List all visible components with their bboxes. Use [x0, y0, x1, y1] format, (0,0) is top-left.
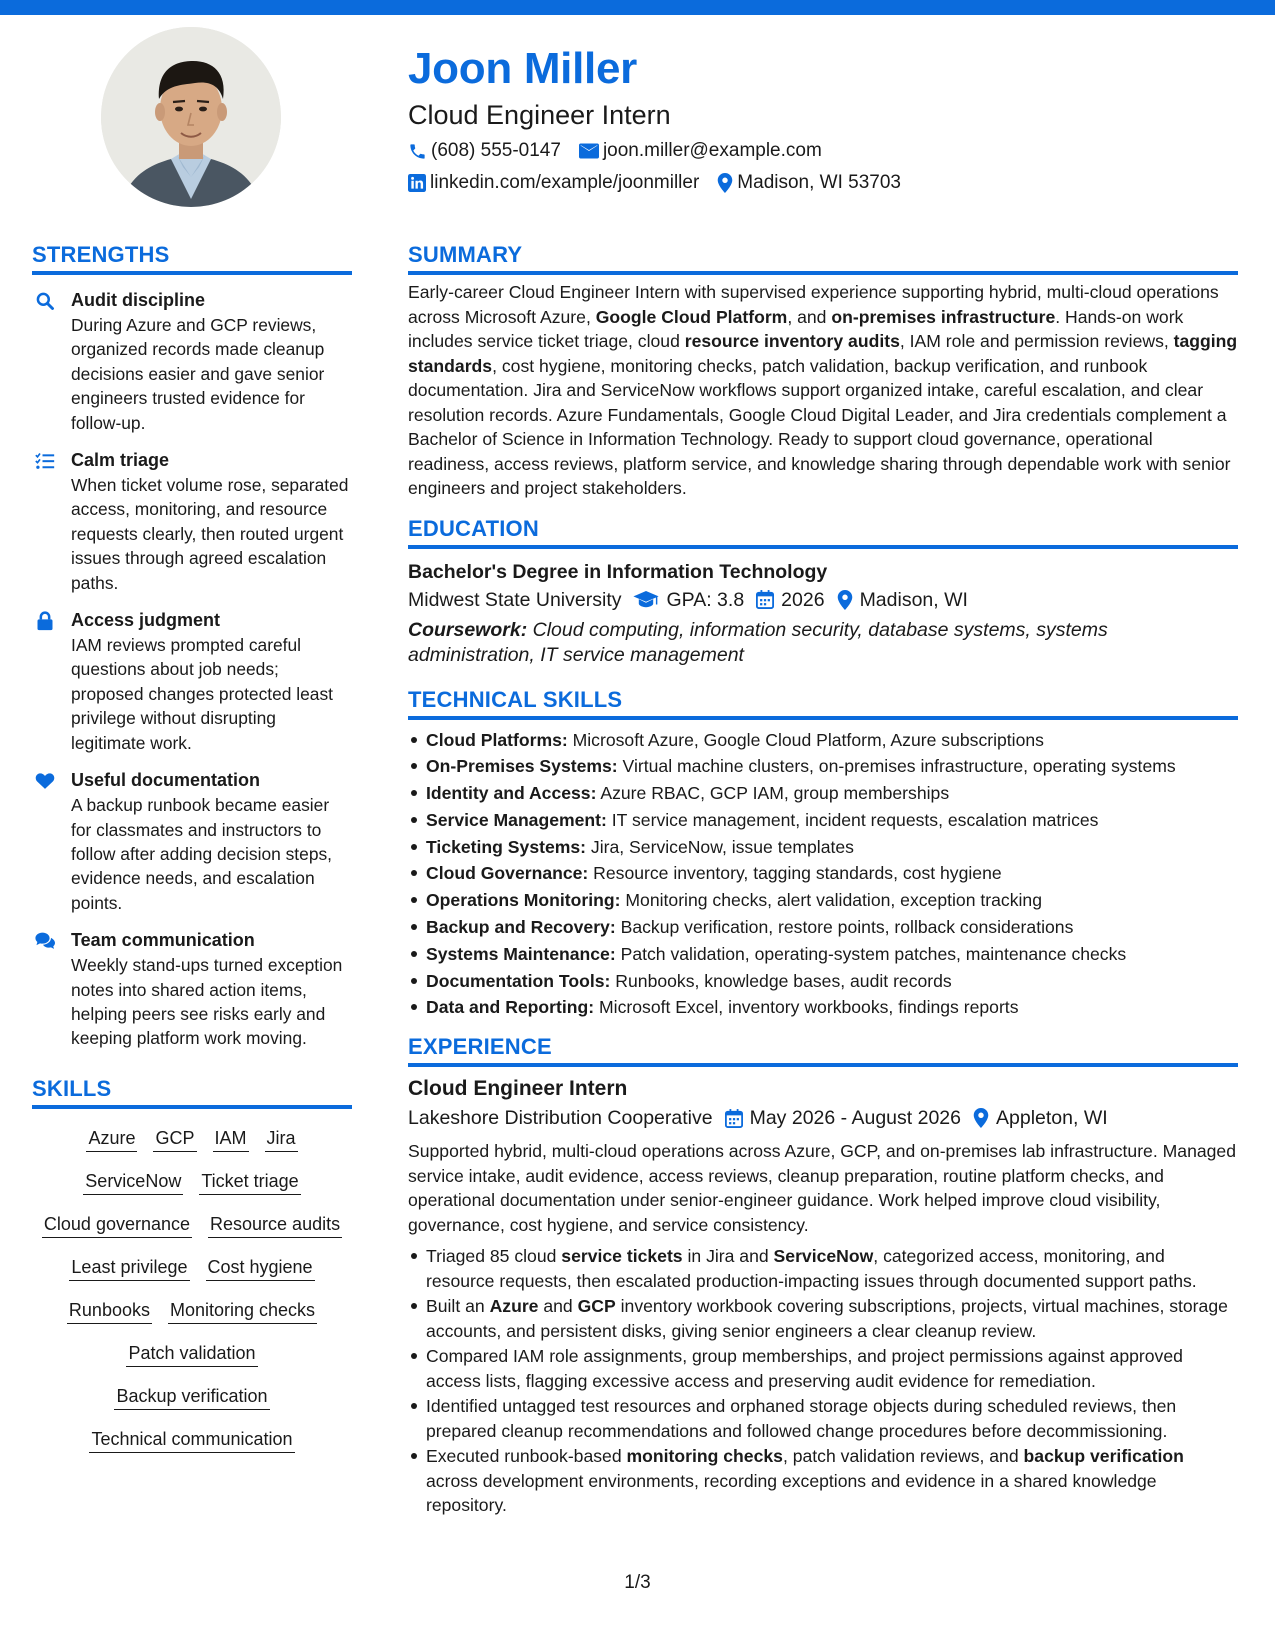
text-run: Azure RBAC, GCP IAM, group memberships — [596, 783, 950, 804]
right-column — [408, 241, 1238, 1518]
skill-tag: Cloud governance — [42, 1211, 192, 1238]
skill-tag: Ticket triage — [199, 1168, 300, 1195]
skill-tag-row — [32, 1125, 352, 1152]
technical-skill-item — [408, 727, 1238, 754]
skill-tag: Patch validation — [126, 1340, 257, 1367]
location-text: Madison, WI 53703 — [737, 172, 901, 193]
skill-tag: GCP — [153, 1125, 196, 1152]
skill-tag: Backup verification — [114, 1383, 269, 1410]
text-run: IT service management, incident requests, escalation matrices — [606, 809, 1099, 830]
text-run: , categorized access, monitoring, and resource requests, then escalated production-impacting issues through documented support paths. — [426, 1246, 1197, 1291]
bold-text: service tickets — [561, 1246, 683, 1267]
text-run: Early-career Cloud Engineer Intern with supervised experience supporting hybrid, multi-cloud operations across Microsoft Azure, — [408, 282, 1219, 327]
checklist-icon — [35, 451, 55, 471]
technical-skill-item — [408, 807, 1238, 834]
candidate-role: Cloud Engineer Intern — [408, 100, 671, 130]
map-pin-icon — [837, 590, 853, 610]
text-run: Virtual machine clusters, on-premises infrastructure, operating systems — [617, 756, 1176, 777]
technical-skills-title: TECHNICAL SKILLS — [408, 686, 1238, 720]
heart-icon — [35, 771, 55, 791]
text-run: Executed runbook-based — [426, 1446, 627, 1467]
linkedin-icon — [408, 174, 426, 192]
technical-skill-item — [408, 780, 1238, 807]
resume-header — [408, 42, 1238, 198]
year-text: 2026 — [781, 588, 825, 611]
bold-text: Data and Reporting: — [426, 997, 595, 1018]
bold-text: Cloud Platforms: — [426, 729, 568, 750]
bold-text: Cloud Governance: — [426, 863, 589, 884]
skill-tag-row — [32, 1383, 352, 1410]
skill-tag: Cost hygiene — [206, 1254, 315, 1281]
strength-item — [32, 448, 352, 595]
skill-tag-row — [32, 1168, 352, 1195]
text-run: Microsoft Azure, Google Cloud Platform, Azure subscriptions — [567, 729, 1044, 750]
experience-section — [408, 1033, 1238, 1518]
text-run: , IAM role and permission reviews, — [899, 331, 1174, 351]
candidate-name: Joon Miller — [408, 44, 637, 93]
summary-title: SUMMARY — [408, 241, 1238, 275]
skill-tag-row — [32, 1211, 352, 1238]
bold-text: backup verification — [1023, 1446, 1184, 1467]
strength-title: Access judgment — [71, 610, 221, 631]
map-pin-icon — [717, 173, 733, 193]
education-location-text: Madison, WI — [859, 588, 968, 611]
text-run: , cost hygiene, monitoring checks, patch validation, backup verification, and runbook documentation. Jira and ServiceNow workflows support organized intake, careful escalation, and clear resolution records. Azure Fundamentals, Google Cloud Digital Leader, and Jira credentials complement a Bachelor of Science in Information Technology. Ready to support cloud governance, operational readiness, access reviews, platform service, and knowledge sharing through dependable work with senior engineers and project stakeholders. — [408, 355, 1231, 498]
skill-tag: Runbooks — [67, 1297, 152, 1324]
bold-text: Identity and Access: — [426, 783, 597, 804]
strength-title: Team communication — [71, 930, 255, 951]
top-accent-bar — [0, 0, 1275, 15]
calendar-icon — [756, 590, 774, 609]
left-column — [32, 241, 352, 1453]
text-run: Identified untagged test resources and orphaned storage objects during scheduled reviews, then prepared cleanup recommendations and followed change procedures before decommissioning. — [426, 1396, 1177, 1441]
strength-item — [32, 768, 352, 915]
technical-skill-item — [408, 994, 1238, 1021]
experience-bullet — [408, 1394, 1238, 1443]
skill-tag: Jira — [265, 1125, 298, 1152]
experience-title: EXPERIENCE — [408, 1033, 1238, 1067]
skill-tag: ServiceNow — [83, 1168, 183, 1195]
technical-skill-item — [408, 914, 1238, 941]
bold-text: tagging standards — [408, 331, 1238, 376]
strength-text: During Azure and GCP reviews, organized records made cleanup decisions easier and gave senior engineers trusted evidence for follow-up. — [71, 315, 325, 433]
experience-bullet — [408, 1344, 1238, 1393]
text-run: Runbooks, knowledge bases, audit records — [610, 970, 952, 991]
strength-title: Calm triage — [71, 450, 170, 471]
email-text[interactable]: joon.miller@example.com — [602, 140, 822, 161]
strength-text: IAM reviews prompted careful questions about job needs; proposed changes protected least privilege without disrupting legitimate work. — [71, 635, 334, 753]
coursework — [408, 618, 1238, 668]
profile-portrait-icon — [101, 27, 281, 207]
technical-skills-list — [408, 727, 1238, 1022]
text-run: Patch validation, operating-system patches, maintenance checks — [615, 943, 1127, 964]
profile-photo — [101, 27, 281, 207]
skills-title: SKILLS — [32, 1075, 352, 1109]
text-run: inventory workbook covering subscriptions, projects, virtual machines, storage accounts, and persistent disks, giving senior engineers a clear cleanup review. — [426, 1296, 1228, 1341]
bold-text: resource inventory audits — [684, 331, 900, 351]
bold-text: monitoring checks — [626, 1446, 783, 1467]
text-run: Jira, ServiceNow, issue templates — [586, 836, 854, 857]
map-pin-icon — [973, 1108, 989, 1128]
envelope-icon — [579, 143, 599, 159]
text-run: Resource inventory, tagging standards, cost hygiene — [588, 863, 1002, 884]
bold-text: Backup and Recovery: — [426, 917, 616, 938]
strength-text: Weekly stand-ups turned exception notes into shared action items, helping peers see risks early and keeping platform work moving. — [71, 955, 343, 1049]
school — [408, 585, 621, 615]
job-dates-text: May 2026 - August 2026 — [749, 1107, 961, 1130]
linkedin-text[interactable]: linkedin.com/example/joonmiller — [430, 172, 700, 193]
contact-row-1 — [408, 136, 1238, 166]
gpa — [633, 585, 744, 615]
technical-skills-section — [408, 686, 1238, 1022]
technical-skill-item — [408, 941, 1238, 968]
skill-tag: Least privilege — [69, 1254, 189, 1281]
job-location-text: Appleton, WI — [996, 1107, 1108, 1130]
contact-email[interactable] — [579, 136, 822, 166]
experience-bullet — [408, 1244, 1238, 1293]
contact-phone — [408, 136, 561, 166]
text-run: . Hands-on work includes service ticket triage, cloud — [408, 306, 1184, 351]
job-description: Supported hybrid, multi-cloud operations across Azure, GCP, and on-premises lab infrastructure. Managed service intake, audit evidence, access reviews, cleanup preparation, routine platform checks, and operational documentation under senior-engineer guidance. Work helped improve cloud visibility, governance, cost hygiene, and service consistency. — [408, 1141, 1236, 1235]
technical-skill-item — [408, 834, 1238, 861]
education-location — [837, 585, 968, 615]
bold-text: Service Management: — [426, 809, 607, 830]
school-name: Midwest State University — [408, 588, 622, 611]
job-title: Cloud Engineer Intern — [408, 1077, 628, 1101]
education-title: EDUCATION — [408, 515, 1238, 549]
bold-text: on-premises infrastructure — [831, 306, 1056, 327]
technical-skill-item — [408, 753, 1238, 780]
strength-item — [32, 928, 352, 1051]
skill-tags — [32, 1125, 352, 1453]
strength-item — [32, 288, 352, 435]
bold-text: On-Premises Systems: — [426, 756, 618, 777]
job-location — [973, 1103, 1108, 1133]
strength-title: Useful documentation — [71, 770, 261, 791]
phone-icon — [408, 142, 427, 161]
contact-row-2 — [408, 168, 1238, 198]
bold-text: Google Cloud Platform — [595, 306, 788, 327]
strength-text: A backup runbook became easier for classmates and instructors to follow after adding decision steps, evidence needs, and escalation points. — [71, 795, 333, 913]
text-run: Monitoring checks, alert validation, exception tracking — [620, 890, 1042, 911]
coursework-text: Cloud computing, information security, database systems, systems administration, IT service management — [408, 618, 1108, 666]
experience-bullet — [408, 1444, 1238, 1518]
education-meta — [408, 585, 1238, 615]
text-run: Backup verification, restore points, rollback considerations — [615, 917, 1074, 938]
summary-text — [408, 280, 1238, 501]
strength-text: When ticket volume rose, separated access, monitoring, and resource requests clearly, then routed urgent issues through agreed escalation paths. — [71, 475, 349, 593]
company — [408, 1103, 713, 1133]
experience-bullets — [408, 1244, 1238, 1518]
graduation-year — [756, 585, 824, 615]
education-section — [408, 515, 1238, 668]
coursework-label: Coursework: — [408, 618, 528, 641]
lock-icon — [35, 611, 55, 631]
text-run: and — [538, 1296, 578, 1317]
skill-tag-row — [32, 1297, 352, 1324]
skill-tag: Resource audits — [208, 1211, 342, 1238]
technical-skill-item — [408, 887, 1238, 914]
text-run: in Jira and — [682, 1246, 774, 1267]
skill-tag: Technical communication — [89, 1426, 294, 1453]
strengths-title: STRENGTHS — [32, 241, 352, 275]
skill-tag-row — [32, 1340, 352, 1367]
technical-skill-item — [408, 968, 1238, 995]
text-run: across development environments, recording exceptions and evidence in a shared knowledge repository. — [426, 1470, 1157, 1516]
calendar-icon — [725, 1109, 743, 1128]
contact-location — [717, 168, 901, 198]
text-run: , patch validation reviews, and — [782, 1446, 1024, 1467]
bold-text: Ticketing Systems: — [426, 836, 587, 857]
text-run: Microsoft Excel, inventory workbooks, findings reports — [594, 997, 1019, 1018]
company-name: Lakeshore Distribution Cooperative — [408, 1107, 713, 1130]
search-icon — [35, 291, 55, 311]
strength-title: Audit discipline — [71, 290, 206, 310]
skill-tag: Azure — [86, 1125, 137, 1152]
degree: Bachelor's Degree in Information Technology — [408, 560, 828, 583]
skills-section — [32, 1075, 352, 1453]
phone-text: (608) 555-0147 — [431, 140, 561, 161]
graduation-cap-icon — [633, 591, 659, 609]
job-meta — [408, 1103, 1238, 1133]
page-number: 1/3 — [624, 1572, 651, 1593]
skill-tag: Monitoring checks — [168, 1297, 317, 1324]
bold-text: GCP — [577, 1296, 616, 1317]
contact-linkedin[interactable] — [408, 168, 699, 198]
skill-tag: IAM — [213, 1125, 249, 1152]
bold-text: Systems Maintenance: — [426, 943, 616, 964]
bold-text: Documentation Tools: — [426, 970, 611, 991]
technical-skill-item — [408, 860, 1238, 887]
bold-text: Azure — [489, 1296, 539, 1317]
text-run: Triaged 85 cloud — [426, 1246, 562, 1267]
text-run: Built an — [426, 1296, 490, 1317]
bold-text: Operations Monitoring: — [426, 890, 621, 911]
experience-bullet — [408, 1294, 1238, 1343]
job-dates — [725, 1103, 961, 1133]
text-run: , and — [787, 306, 832, 327]
skill-tag-row — [32, 1254, 352, 1281]
gpa-text: GPA: 3.8 — [666, 588, 745, 611]
comments-icon — [35, 931, 55, 951]
bold-text: ServiceNow — [773, 1246, 874, 1267]
skill-tag-row — [32, 1426, 352, 1453]
strength-item — [32, 608, 352, 755]
text-run: Compared IAM role assignments, group memberships, and project permissions against approved access lists, flagging excessive access and preserving audit evidence for remediation. — [426, 1346, 1183, 1391]
